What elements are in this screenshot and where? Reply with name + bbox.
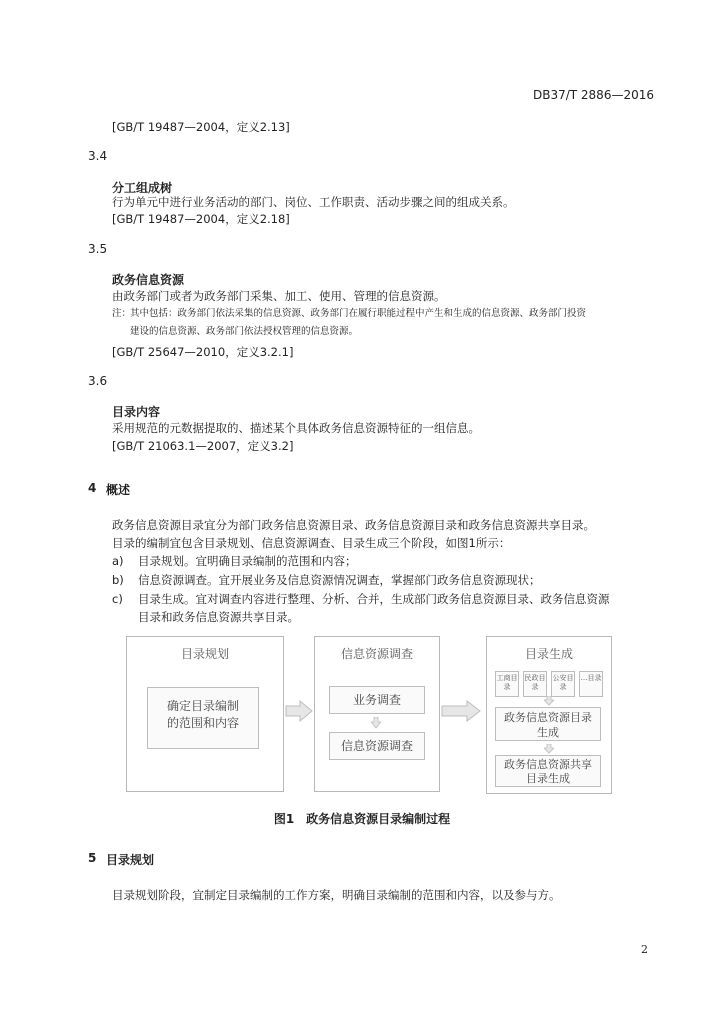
clause-number-3-6: 3.6 (88, 374, 108, 388)
panel-title-planning: 目录规划 (180, 647, 229, 661)
reference-3-4: [GB/T 19487—2004，定义2.18] (112, 212, 290, 226)
definition-3-6: 采用规范的元数据提取的、描述某个具体政务信息资源特征的一组信息。 (112, 421, 480, 435)
definition-3-4: 行为单元中进行业务活动的部门、岗位、工作职责、活动步骤之间的组成关系。 (112, 195, 515, 209)
box-shared-catalog-line2: 目录生成 (526, 772, 570, 785)
term-3-6: 目录内容 (112, 405, 161, 419)
arrow-down-icon (544, 744, 554, 754)
list-item-text-b: 信息资源调查。宜开展业务及信息资源情况调查，掌握部门政务信息资源现状； (138, 573, 541, 587)
figure-caption: 图1 政务信息资源目录编制过程 (273, 812, 451, 826)
clause-number-3-5: 3.5 (88, 242, 108, 256)
list-item-text-a: 目录规划。宜明确目录编制的范围和内容； (138, 554, 357, 568)
note-label-3-5: 注： (112, 308, 132, 319)
arrow-down-icon (371, 717, 381, 729)
box-shared-catalog-generation (495, 755, 601, 787)
box-define-scope-line1: 确定目录编制 (166, 699, 239, 713)
panel-title-survey: 信息资源调查 (340, 647, 413, 661)
clause-number-3-4: 3.4 (88, 149, 108, 163)
box-define-scope (147, 687, 259, 749)
box-catalog-generation (495, 707, 601, 741)
box-shared-catalog-line1: 政务信息资源共享 (504, 758, 592, 771)
list-item-text-c: 目录生成。宜对调查内容进行整理、分析、合并，生成部门政务信息资源目录、政务信息资源 (138, 592, 610, 606)
list-item-text-c-cont: 目录和政务信息资源共享目录。 (138, 610, 299, 624)
list-item-marker-b: b) (112, 573, 124, 587)
arrow-right-icon (285, 700, 313, 722)
box-catalog-generation-line1: 政务信息资源目录 (504, 711, 592, 724)
list-item-marker-a: a) (112, 554, 124, 568)
panel-title-generation: 目录生成 (524, 647, 573, 661)
term-3-4: 分工组成树 (112, 181, 173, 195)
panel-resource-survey (314, 636, 440, 792)
small-box-business-catalog: 工商目录 (495, 671, 519, 697)
section-number-5: 5 (88, 851, 97, 865)
page-number: 2 (641, 943, 648, 956)
small-box-civil-catalog: 民政目录 (523, 671, 547, 697)
term-3-5: 政务信息资源 (112, 273, 185, 287)
section-title-4: 概述 (106, 483, 131, 497)
small-box-other-catalog: …目录 (579, 671, 603, 697)
arrow-down-icon (544, 696, 554, 706)
definition-3-5: 由政务部门或者为政务部门采集、加工、使用、管理的信息资源。 (112, 289, 446, 303)
box-business-survey: 业务调查 (329, 686, 425, 714)
reference-3-5: [GB/T 25647—2010，定义3.2.1] (112, 345, 294, 359)
standard-code: DB37/T 2886—2016 (532, 88, 654, 102)
small-box-police-catalog: 公安目录 (551, 671, 575, 697)
reference-3-6: [GB/T 21063.1—2007，定义3.2] (112, 439, 294, 453)
note-line1-3-5: 其中包括：政务部门依法采集的信息资源、政务部门在履行职能过程中产生和生成的信息资源、政务部门投资 (130, 308, 587, 319)
section-4-paragraph-2: 目录的编制宜包含目录规划、信息资源调查、目录生成三个阶段，如图1所示： (112, 536, 511, 550)
list-item-marker-c: c) (112, 592, 123, 606)
arrow-right-icon (441, 700, 481, 722)
box-catalog-generation-line2: 生成 (537, 726, 559, 739)
box-define-scope-line2: 的范围和内容 (166, 716, 239, 730)
section-title-5: 目录规划 (106, 853, 155, 867)
section-4-paragraph-1: 政务信息资源目录宜分为部门政务信息资源目录、政务信息资源目录和政务信息资源共享目录。 (112, 518, 595, 532)
panel-catalog-planning (126, 636, 284, 792)
panel-catalog-generation (486, 636, 612, 794)
section-number-4: 4 (88, 481, 97, 495)
note-line2-3-5: 建设的信息资源、政务部门依法授权管理的信息资源。 (130, 326, 359, 337)
section-5-paragraph: 目录规划阶段，宜制定目录编制的工作方案，明确目录编制的范围和内容，以及参与方。 (112, 888, 561, 902)
box-resource-survey: 信息资源调查 (329, 732, 425, 760)
reference-3-3: [GB/T 19487—2004，定义2.13] (112, 120, 290, 134)
